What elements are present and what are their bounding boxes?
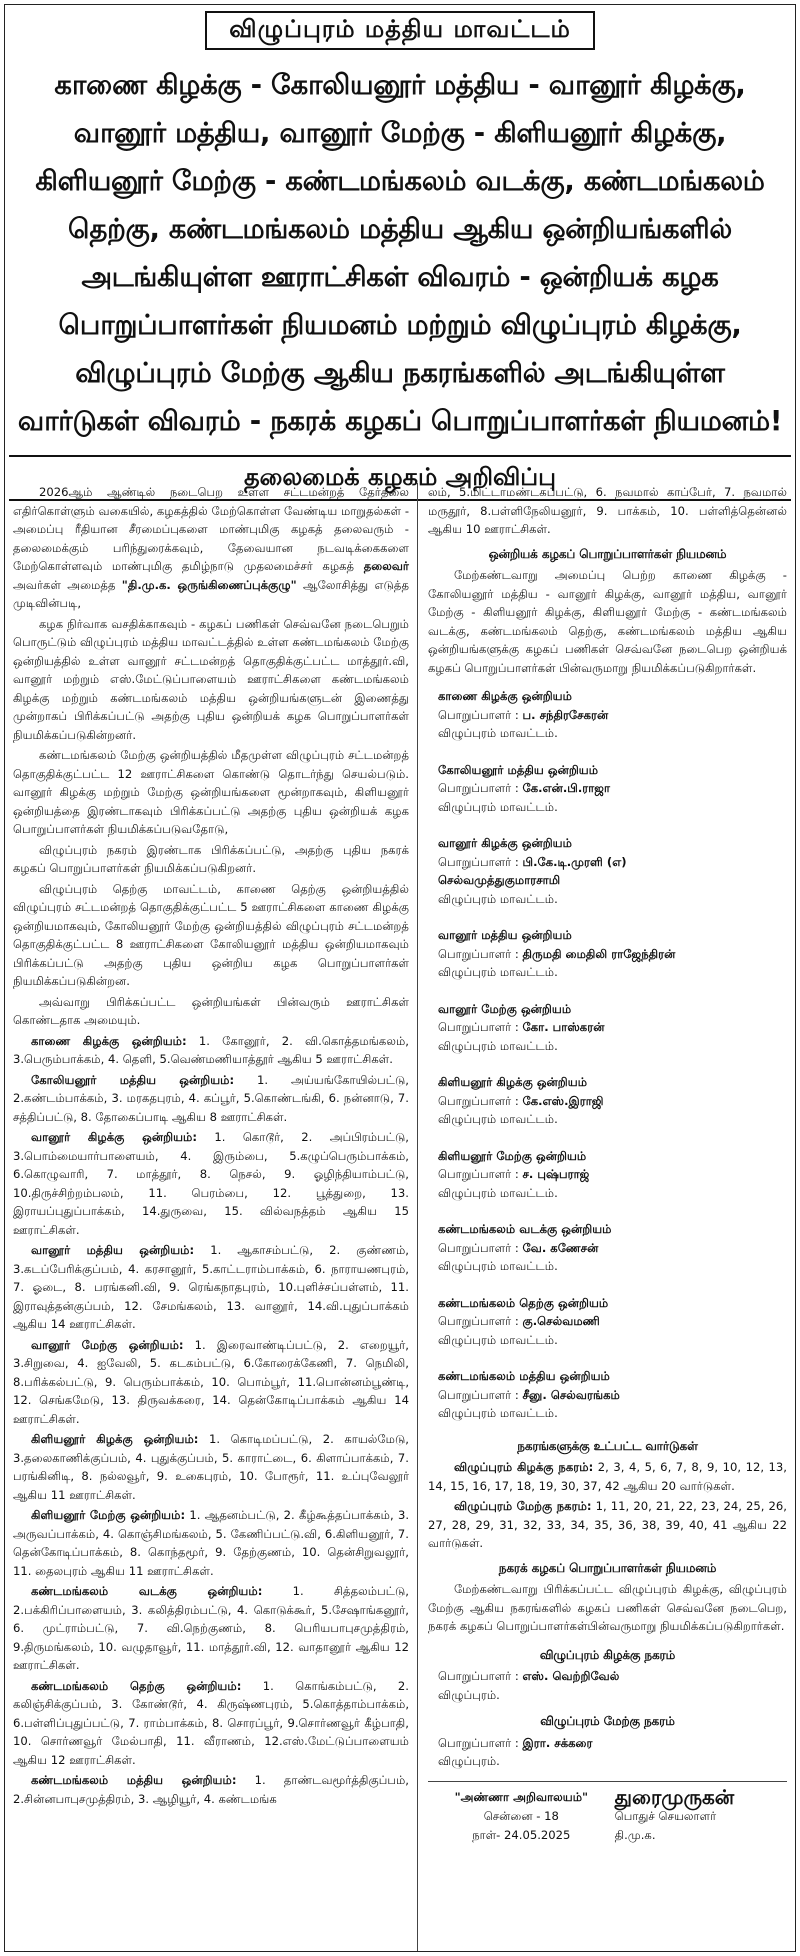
wards-heading: நகரங்களுக்கு உட்பட்ட வார்டுகள் xyxy=(517,1438,698,1453)
union-villages-item xyxy=(13,1430,409,1504)
union-villages: 1. தாண்டவமூர்த்திகுப்பம், 2.சின்னபாபுசமுத்திரம், 3. ஆழியூர், 4. கண்டமங்க xyxy=(13,1773,409,1806)
officer-name: கே.என்.பி.ராஜா xyxy=(522,781,611,795)
union-name: வானூர் மத்திய ஒன்றியம்: xyxy=(31,1243,195,1257)
officer-label: பொறுப்பாளர் : xyxy=(438,946,519,961)
union-name: கோலியனூர் மத்திய ஒன்றியம்: xyxy=(31,1072,235,1087)
continued-paragraph: லம், 5.மிட்டாமண்டகப்பட்டு, 6. நவமால் காப்பேர், 7. நவமால் மருதூர், 8.பள்ளிநேலியனூர், 9. பாக்கம், 10. பள்ளித்தென்னல் ஆகிய 10 ஊராட்சிகள். xyxy=(428,485,787,536)
officer-label: பொறுப்பாளர் : xyxy=(438,781,519,795)
union-villages: 1. கோனூர், 2. வி.கொத்தமங்கலம், 3.பெரும்பாக்கம், 4. தெளி, 5.வெண்மணியாத்தூர் ஆகிய 5 ஊராட்சிகள். xyxy=(13,1033,409,1066)
officer-label: பொறுப்பாளர் : xyxy=(438,1240,519,1255)
district-name: விழுப்புரம் மாவட்டம். xyxy=(438,965,558,979)
footer-office-block xyxy=(428,1788,615,1845)
paragraph-3: கண்டமங்கலம் மேற்கு ஒன்றியத்தில் மீதமுள்ள விழுப்புரம் சட்டமன்றத் தொகுதிக்குட்பட்ட 12 ஊராட்சிகளை கொண்டு தொடர்ந்து செயல்படும். வானூர் கிழக்கு மற்றும் மேற்கு ஒன்றியங்களை மூன்றாகவும், கிளியனூர் ஒன்றியத்தை இரண்டாகவும் பிரிக்கப்பட்டு அதற்கு புதிய ஒன்றியக் கழக பொறுப்பாளர்கள் நியமிக்கப்படுவதோடு, xyxy=(13,748,409,836)
union-villages: 1. அய்யங்கோயில்பட்டு, 2.கண்டம்பாக்கம், 3. மரகதபுரம், 4. கப்பூர், 5.கொண்டங்கி, 6. நன்னாடு, 7. சத்திப்பட்டு, 8. தோகைப்பாடி ஆகிய 8 ஊராட்சிகள். xyxy=(13,1072,409,1124)
union-name: கண்டமங்கலம் மத்திய ஒன்றியம்: xyxy=(31,1773,237,1787)
town-officers-paragraph: மேற்கண்டவாறு பிரிக்கப்பட்ட விழுப்புரம் கிழக்கு, விழுப்புரம் மேற்கு ஆகிய நகரங்களில் கழகப் பணிகள் செவ்வனே நடைபெற, நகரக் கழகப் பொறுப்பாளர்கள்பின்வருமாறு நியமிக்கப்படுகிறார்கள். xyxy=(428,1582,787,1633)
union-unit-name: வானூர் மத்திய ஒன்றியம் xyxy=(438,928,572,942)
union-name: கிளியனூர் மேற்கு ஒன்றியம்: xyxy=(31,1508,186,1522)
union-assignment xyxy=(438,1367,787,1423)
district-title: விழுப்புரம் மத்திய மாவட்டம் xyxy=(205,11,595,50)
union-list xyxy=(13,1032,409,1809)
ward-west: விழுப்புரம் மேற்கு நகரம்: 1, 11, 20, 21, 22, 23, 24, 25, 26, 27, 28, 29, 31, 32, 33, 34, 35, 36, 38, 39, 40, 41 ஆகிய 22 வார்டுகள். xyxy=(428,1499,787,1550)
paragraph-4: விழுப்புரம் நகரம் இரண்டாக பிரிக்கப்பட்டு, அதற்கு புதிய நகரக் கழகப் பொறுப்பாளர்கள் நியமிக்கப்படுகிறனர். xyxy=(13,842,409,875)
district-name: விழுப்புரம் மாவட்டம். xyxy=(438,1112,558,1126)
officer-label: பொறுப்பாளர் : xyxy=(438,1669,519,1683)
assignment-list xyxy=(438,687,787,1423)
union-name: கண்டமங்கலம் தெற்கு ஒன்றியம்: xyxy=(31,1678,242,1693)
officer-name: திருமதி மைதிலி ராஜேந்திரன் xyxy=(522,946,676,961)
union-villages-item xyxy=(13,1241,409,1334)
office-name: "அண்ணா அறிவாலயம்" xyxy=(454,1789,589,1804)
union-unit-name: வானூர் கிழக்கு ஒன்றியம் xyxy=(438,836,572,850)
town-place: விழுப்புரம். xyxy=(438,1687,500,1702)
district-title-box xyxy=(5,5,795,55)
union-villages: 1. இரைவாண்டிப்பட்டு, 2. எறையூர், 3.சிறுவை, 4. ஐவேலி, 5. கடகம்பட்டு, 6.கோரைக்கேணி, 7. நெமிலி, 8.பரிக்கல்பட்டு, 9. பெரும்பாக்கம், 10. பொம்பூர், 11.பொன்னம்பூண்டி, 12. செங்கமேடு, 13. திருவக்கரை, 14. தென்கோடிப்பாக்கம் ஆகிய 14 ஊராட்சிகள். xyxy=(13,1337,409,1426)
union-name: கிளியனூர் கிழக்கு ஒன்றியம்: xyxy=(31,1432,199,1446)
officer-label: பொறுப்பாளர் : xyxy=(438,1167,519,1181)
town-west-heading: விழுப்புரம் மேற்கு நகரம் xyxy=(540,1714,675,1728)
union-assignment xyxy=(438,1073,787,1129)
union-assignment xyxy=(438,761,787,817)
officer-name: ச. புஷ்பராஜ் xyxy=(522,1167,590,1181)
paragraph-2: கழக நிர்வாக வசதிக்காகவும் - கழகப் பணிகள் செவ்வனே நடைபெறும் பொருட்டும் விழுப்புரம் மத்திய மாவட்டத்தில் உள்ள கண்டமங்கலம் மேற்கு ஒன்றியத்தில் உள்ள வானூர் சட்டமன்றத் தொகுதிக்குட்பட்ட மாத்தூர்.வி, வானூர் மற்றும் எஸ்.மேட்டுப்பாளையம் ஊராட்சிகளை கண்டமங்கலம் கிழக்கு மற்றும் கண்டமங்கலம் மத்திய ஒன்றியங்களுடன் இணைத்து முன்றாகப் பிரிக்கப்பட்டு அதற்கு புதிய ஒன்றியக் கழக பொறுப்பாளர்கள் நியமிக்கப்படுகின்றனர். xyxy=(13,616,409,742)
right-column xyxy=(418,483,787,1951)
signatory-name: துரைமுருகன் xyxy=(614,1784,735,1809)
officer-name: கு.செல்வமணி xyxy=(522,1314,600,1328)
district-name: விழுப்புரம் மாவட்டம். xyxy=(438,1406,558,1420)
officer-label: பொறுப்பாளர் : xyxy=(438,707,519,722)
officer-name: கே.எஸ்.இராஜி xyxy=(522,1093,604,1108)
union-assignment xyxy=(438,926,787,982)
officer-name: கோ. பாஸ்கரன் xyxy=(522,1020,605,1034)
town-place: விழுப்புரம். xyxy=(438,1754,500,1768)
district-name: விழுப்புரம் மாவட்டம். xyxy=(438,1259,558,1273)
union-villages-item xyxy=(13,1506,409,1580)
officer-label: பொறுப்பாளர் : xyxy=(438,1314,519,1328)
body-columns xyxy=(13,483,787,1951)
officer-name-continued: செல்வமுத்துகுமாரசாமி xyxy=(438,873,561,887)
headline: காணை கிழக்கு - கோலியனூர் மத்திய - வானூர் கிழக்கு, வானூர் மத்திய, வானூர் மேற்கு - கிளியனூர் கிழக்கு, கிளியனூர் மேற்கு - கண்டமங்கலம் வடக்கு, கண்டமங்கலம் தெற்கு, கண்டமங்கலம் மத்திய ஆகிய ஒன்றியங்களில் அடங்கியுள்ள ஊராட்சிகள் விவரம் - ஒன்றியக் கழக பொறுப்பாளர்கள் நியமனம் மற்றும் விழுப்புரம் கிழக்கு, விழுப்புரம் மேற்கு ஆகிய நகரங்களில் அடங்கியுள்ள வார்டுகள் விவரம் - நகரக் கழகப் பொறுப்பாளர்கள் நியமனம்! xyxy=(17,69,783,437)
union-name: வானூர் மேற்கு ஒன்றியம்: xyxy=(31,1337,184,1352)
town-west-assignment xyxy=(438,1734,787,1771)
officer-label: பொறுப்பாளர் : xyxy=(438,1093,519,1108)
union-unit-name: கிளியனூர் மேற்கு ஒன்றியம் xyxy=(438,1148,587,1163)
officer-name: சீனு. செல்வரங்கம் xyxy=(522,1387,620,1402)
union-unit-name: கிளியனூர் கிழக்கு ஒன்றியம் xyxy=(438,1075,588,1089)
union-officers-heading: ஒன்றியக் கழகப் பொறுப்பாளர்கள் நியமனம் xyxy=(488,546,727,561)
union-villages: 1. சித்தலம்பட்டு, 2.பக்கிரிப்பாளையம், 3. கலித்திரம்பட்டு, 4. கொடுக்கூர், 5.சேஷாங்கனூர், 6. முட்ராம்பட்டு, 7. வி.நெற்குணம், 8. பெரியபாபுசமுத்திரம், 9.திருமங்கலம், 10. வழுதாவூர், 11. மாத்தூர்.வி, 12. வாதானூர் ஆகிய 12 ஊராட்சிகள். xyxy=(13,1584,409,1672)
district-name: விழுப்புரம் மாவட்டம். xyxy=(438,799,558,814)
district-name: விழுப்புரம் மாவட்டம். xyxy=(438,1332,558,1347)
district-name: விழுப்புரம் மாவட்டம். xyxy=(438,891,558,906)
district-name: விழுப்புரம் மாவட்டம். xyxy=(438,1038,558,1053)
union-villages-item xyxy=(13,1771,409,1808)
union-villages: 1. கொடூர், 2. அப்பிரம்பட்டு, 3.பொம்மையார்பாளையம், 4. இரும்பை, 5.கழுப்பெரும்பாக்கம், 6.கொழுவாரி, 7. மாத்தூர், 8. நெசல், 9. ஓழிந்தியாம்பட்டு, 10.திருச்சிற்றம்பலம், 11. பெரம்பை, 12. பூத்துறை, 13. இராயப்புதுப்பாக்கம், 14.துருவை, 15. வில்வநத்தம் ஆகிய 15 ஊராட்சிகள். xyxy=(13,1130,409,1237)
union-villages-item xyxy=(13,1677,409,1770)
union-villages: 1. ஆகாசம்பட்டு, 2. குண்ணம், 3.கடப்பேரிக்குப்பம், 4. கரசானூர், 5.காட்டராம்பாக்கம், 6. நாராயணபுரம், 7. ஓடை, 8. பரங்கனி.வி, 9. ரெங்கநாதபுரம், 10.புளிச்சப்பள்ளம், 11. இராவுத்தன்குப்பம், 12. சேமங்கலம், 13. வானூர், 14.வி.புதுப்பாக்கம் ஆகிய 14 ஊராட்சிகள். xyxy=(13,1243,409,1331)
union-villages-item xyxy=(13,1128,409,1239)
announcement-title: தலைமைக் கழகம் அறிவிப்பு xyxy=(243,462,557,491)
town-east-officer: எஸ். வெற்றிவேல் xyxy=(522,1669,620,1683)
officer-label: பொறுப்பாளர் : xyxy=(438,1387,519,1402)
union-unit-name: கண்டமங்கலம் வடக்கு ஒன்றியம் xyxy=(438,1222,612,1236)
town-east-heading: விழுப்புரம் கிழக்கு நகரம் xyxy=(539,1647,676,1662)
notice-date: நாள்- 24.05.2025 xyxy=(472,1827,571,1842)
town-west-officer: இரா. சக்கரை xyxy=(522,1735,593,1750)
notice-page xyxy=(4,4,796,1952)
union-name: வானூர் கிழக்கு ஒன்றியம்: xyxy=(31,1130,197,1144)
party-name: தி.மு.க. xyxy=(614,1827,656,1842)
left-column xyxy=(13,483,418,1951)
officer-label: பொறுப்பாளர் : xyxy=(438,1735,519,1750)
district-name: விழுப்புரம் மாவட்டம். xyxy=(438,726,558,740)
footer-signature-block xyxy=(614,1784,787,1845)
officer-name: ப. சந்திரசேகரன் xyxy=(522,707,609,722)
union-unit-name: கண்டமங்கலம் மத்திய ஒன்றியம் xyxy=(438,1369,610,1383)
union-assignment xyxy=(438,687,787,743)
office-city: சென்னை - 18 xyxy=(483,1808,559,1823)
union-name: காணை கிழக்கு ஒன்றியம்: xyxy=(31,1033,187,1048)
union-unit-name: கோலியனூர் மத்திய ஒன்றியம் xyxy=(438,762,599,777)
union-villages-item xyxy=(13,1032,409,1069)
intro-paragraph: 2026ஆம் ஆண்டில் நடைபெற உள்ள சட்டமன்றத் தேர்தலை எதிர்கொள்ளும் வகையில், கழகத்தில் மேற்கொள்ள வேண்டிய மாறுதல்கள் - அமைப்பு ரீதியான சீரமைப்புகளை மாண்புமிகு கழகத் தலைவரும் - தலைமைக்கும் பரிந்துரைக்கவும், தேவையான நடவடிக்கைகளை மேற்கொள்ளவும் மாண்புமிகு தமிழ்நாடு முதலமைச்சர் கழகத் தலைவர் அவர்கள் அமைத்த "தி.மு.க. ஒருங்கிணைப்புக்குழு" ஆலோசித்து எடுத்த முடிவின்படி, xyxy=(13,485,409,610)
footer xyxy=(428,1781,787,1845)
paragraph-6: அவ்வாறு பிரிக்கப்பட்ட ஒன்றியங்கள் பின்வரும் ஊராட்சிகள் கொண்டதாக அமையும். xyxy=(13,994,409,1027)
union-assignment xyxy=(438,1000,787,1056)
union-villages-item xyxy=(13,1071,409,1127)
union-name: கண்டமங்கலம் வடக்கு ஒன்றியம்: xyxy=(31,1584,263,1598)
union-assignment xyxy=(438,1294,787,1350)
union-assignment xyxy=(438,1220,787,1276)
union-assignment xyxy=(438,1147,787,1203)
town-officers-heading: நகரக் கழகப் பொறுப்பாளர்கள் நியமனம் xyxy=(498,1560,717,1575)
paragraph-5: விழுப்புரம் தெற்கு மாவட்டம், காணை தெற்கு ஒன்றியத்தில் விழுப்புரம் சட்டமன்றத் தொகுதிக்குட்பட்ட 5 ஊராட்சிகளை காணை கிழக்கு ஒன்றியமாகவும், கோலியனூர் மேற்கு ஒன்றியத்தில் விழுப்புரம் சட்டமன்றத் தொகுதிக்குட்பட்ட 8 ஊராட்சிகளை கோலியனூர் மத்திய ஒன்றியமாகவும் பிரிக்கப்பட்டு அதற்கு புதிய ஒன்றிய கழக பொறுப்பாளர்கள் நியமிக்கப்படுகின்றன. xyxy=(13,881,409,988)
officer-label: பொறுப்பாளர் : xyxy=(438,854,519,869)
district-name: விழுப்புரம் மாவட்டம். xyxy=(438,1185,558,1200)
officer-label: பொறுப்பாளர் : xyxy=(438,1020,519,1034)
union-assignment xyxy=(438,834,787,908)
union-unit-name: வானூர் மேற்கு ஒன்றியம் xyxy=(438,1001,572,1016)
signatory-title: பொதுச் செயலாளர் xyxy=(614,1808,717,1823)
union-officers-paragraph: மேற்கண்டவாறு அமைப்பு பெற்ற காணை கிழக்கு - கோலியனூர் மத்திய - வானூர் கிழக்கு, வானூர் மத்திய, வானூர் மேற்கு - கிளியனூர் கிழக்கு, கிளியனூர் மேற்கு - கண்டமங்கலம் வடக்கு, கண்டமங்கலம் தெற்கு, கண்டமங்கலம் மத்திய ஆகிய ஒன்றியங்களுக்கு கழகப் பணிகள் செவ்வனே நடைபெற ஒன்றியக் கழகப் பொறுப்பாளர்கள் பின்வருமாறு நியமிக்கப்படுகிறார்கள். xyxy=(428,568,787,675)
union-villages: 1. கொங்கம்பட்டு, 2. கலிஞ்சிக்குப்பம், 3. கோண்டூர், 4. கிருஷ்ணபுரம், 5.கொத்தாம்பாக்கம், 6.பள்ளிப்புதுப்பட்டு, 7. ராம்பாக்கம், 8. சொரப்பூர், 9.சொர்ணவூர் கீழ்பாதி, 10. சொர்ணவூர் மேல்பாதி, 11. வீராணம், 12.எஸ்.மேட்டுப்பாளையம் ஆகிய 12 ஊராட்சிகள். xyxy=(13,1678,409,1767)
ward-east: விழுப்புரம் கிழக்கு நகரம்: 2, 3, 4, 5, 6, 7, 8, 9, 10, 12, 13, 14, 15, 16, 17, 18, 19, 30, 37, 42 ஆகிய 20 வார்டுகள். xyxy=(428,1460,787,1493)
union-villages: 1. கொடிமப்பட்டு, 2. காயல்மேடு, 3.தலைகாணிக்குப்பம், 4. புதுக்குப்பம், 5. காராட்டை, 6. கிளாப்பாக்கம், 7. பரங்கினிடி, 8. நல்லவூர், 9. உகைபுரம், 10. போரூர், 11. உப்புவேலூர் ஆகிய 11 ஊராட்சிகள். xyxy=(13,1432,409,1502)
officer-name: வே. கணேசன் xyxy=(522,1240,599,1255)
union-villages: 1. ஆதனம்பட்டு, 2. கீழ்கூத்தப்பாக்கம், 3. அருவப்பாக்கம், 4. கொஞ்சிமங்கலம், 5. கேணிப்பட்டு.வி, 6.கிளியனூர், 7. தென்கோடிப்பாக்கம், 8. கொந்தமூர், 9. தேற்குணம், 10. தென்சிறுவலூர், 11. தைலபுரம் ஆகிய 11 ஊராட்சிகள். xyxy=(13,1508,410,1578)
union-villages-item xyxy=(13,1582,409,1675)
union-villages-item xyxy=(13,1336,409,1429)
officer-name: பி.கே.டி.முரளி (எ) xyxy=(522,854,627,869)
town-east-assignment xyxy=(438,1667,787,1704)
union-unit-name: கண்டமங்கலம் தெற்கு ஒன்றியம் xyxy=(438,1295,609,1310)
union-unit-name: காணை கிழக்கு ஒன்றியம் xyxy=(438,689,572,703)
